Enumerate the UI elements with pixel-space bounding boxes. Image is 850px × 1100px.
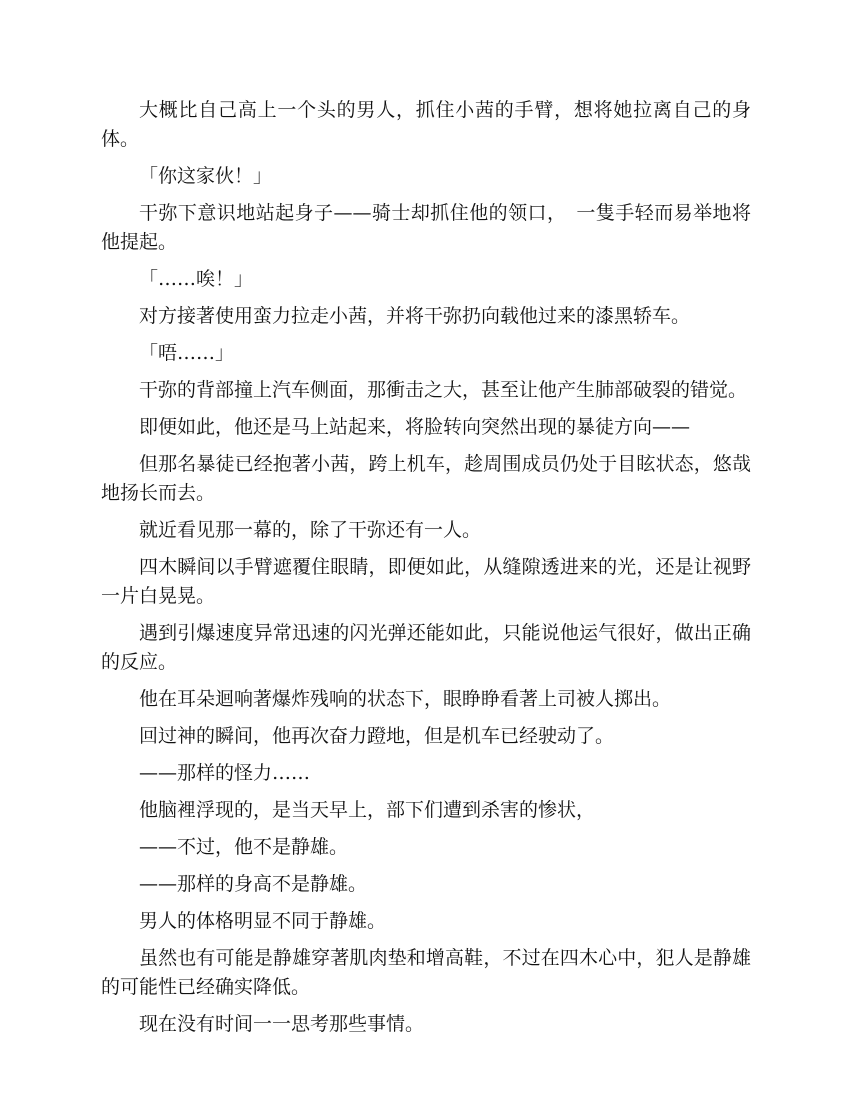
paragraph: 即便如此，他还是马上站起来，将脸转向突然出现的暴徒方向—— [139,416,691,438]
paragraph: 现在没有时间一一思考那些事情。 [139,1013,425,1035]
paragraph: 他脑裡浮现的，是当天早上，部下们遭到杀害的惨状， [139,799,596,821]
paragraph: 「唔……」 [139,342,235,364]
paragraph: 回过神的瞬间，他再次奋力蹬地，但是机车已经驶动了。 [139,725,615,747]
paragraph: 遇到引爆速度异常迅速的闪光弹还能如此，只能说他运气很好，做出正确的反应。 [101,622,751,673]
paragraph: 干弥的背部撞上汽车侧面，那衝击之大，甚至让他产生肺部破裂的错觉。 [139,379,748,401]
paragraph: 男人的体格明显不同于静雄。 [139,910,387,932]
paragraph: 虽然也有可能是静雄穿著肌肉垫和增高鞋，不过在四木心中，犯人是静雄的可能性已经确实降低。 [101,947,751,998]
paragraph: 但那名暴徒已经抱著小茜，跨上机车，趁周围成员仍处于目眩状态，悠哉地扬长而去。 [101,453,751,504]
paragraph: ——那样的身高不是静雄。 [139,873,368,895]
paragraph: 「……唉！」 [139,268,254,290]
paragraph: 大概比自己高上一个头的男人，抓住小茜的手臂，想将她拉离自己的身体。 [101,99,751,150]
paragraph: 对方接著使用蛮力拉走小茜，并将干弥扔向载他过来的漆黑轿车。 [139,305,691,327]
paragraph: 干弥下意识地站起身子——骑士却抓住他的领口， 一隻手轻而易举地将他提起。 [101,202,751,253]
paragraph: ——不过，他不是静雄。 [139,836,349,858]
document-page [101,96,751,1047]
paragraph: 四木瞬间以手臂遮覆住眼睛，即便如此，从缝隙透进来的光，还是让视野一片白晃晃。 [101,556,751,607]
paragraph: ——那样的怪力…… [139,762,311,784]
paragraph: 他在耳朵迴响著爆炸残响的状态下，眼睁睁看著上司被人掷出。 [139,688,672,710]
paragraph: 就近看见那一幕的，除了干弥还有一人。 [139,519,482,541]
paragraph: 「你这家伙！」 [139,165,273,187]
